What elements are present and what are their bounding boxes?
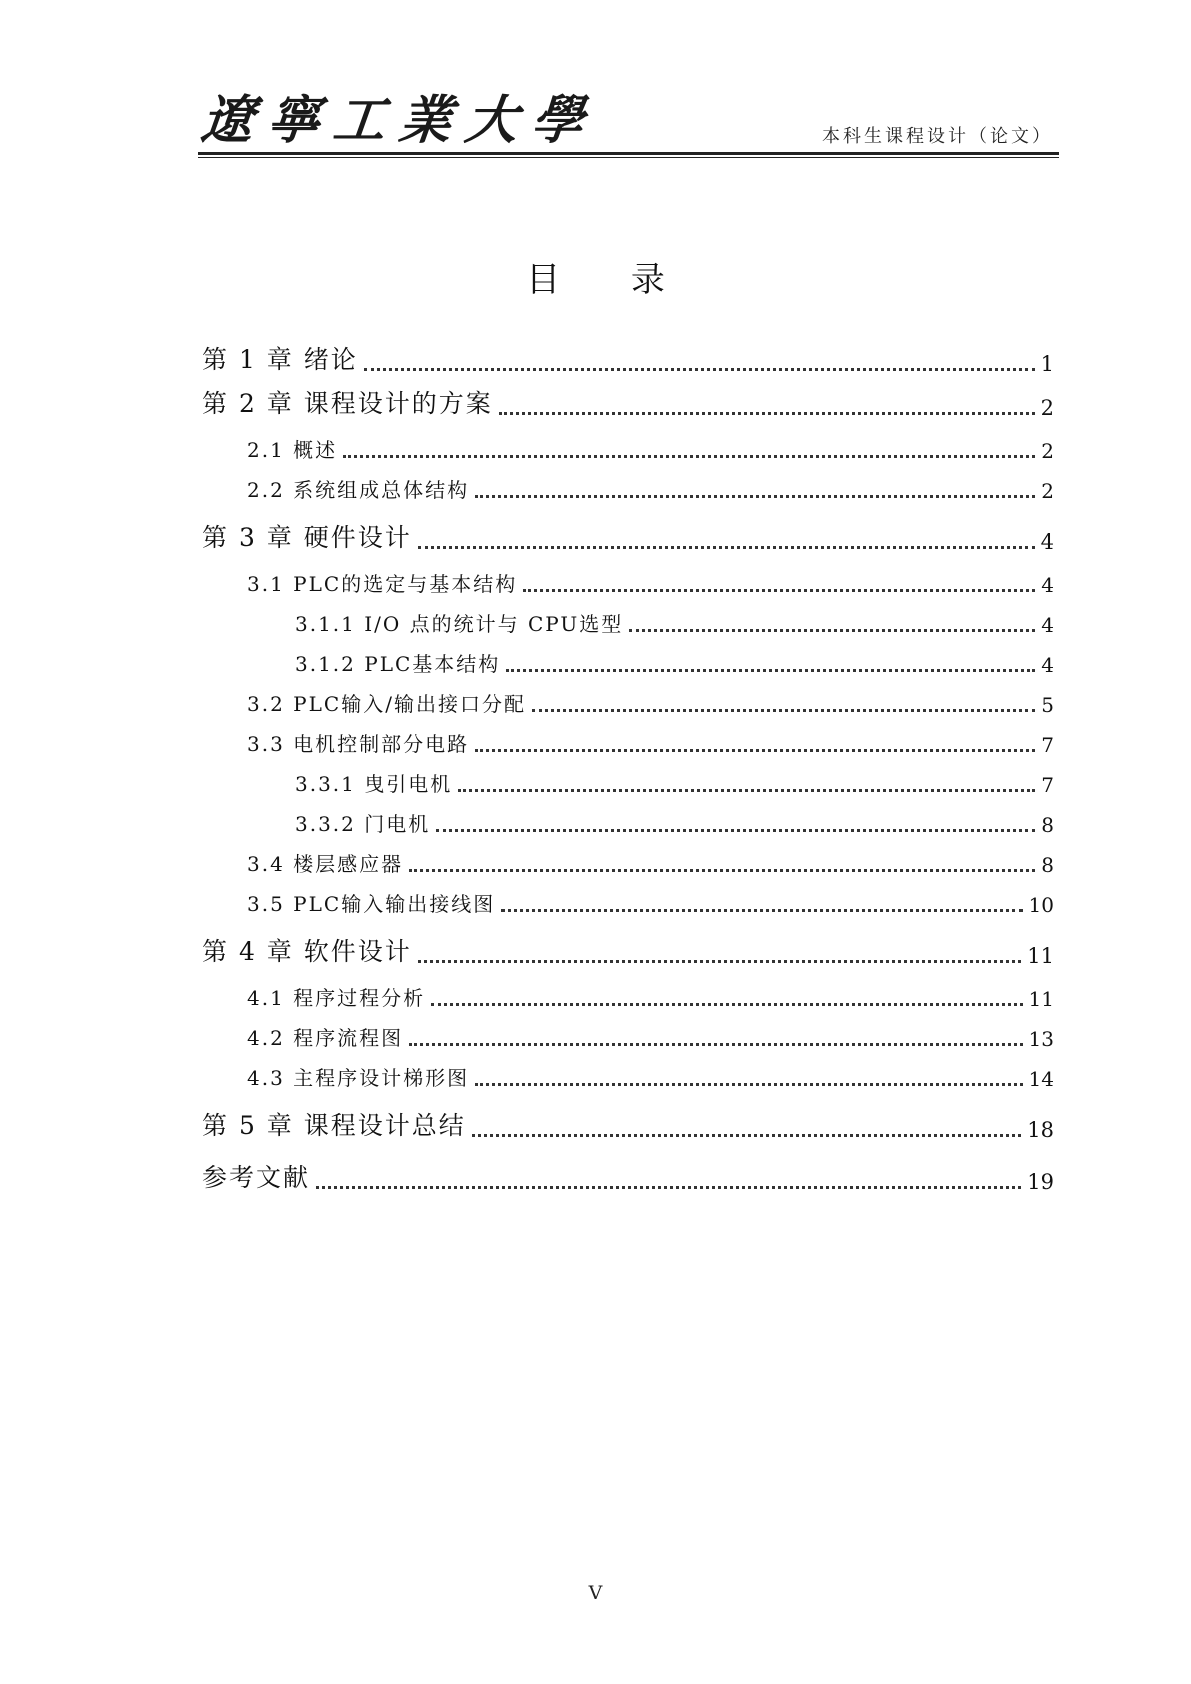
toc-entry-label: 4.3 主程序设计梯形图 (247, 1066, 470, 1090)
toc-title: 目 录 (526, 260, 695, 300)
toc-leader-dots (418, 960, 1022, 963)
toc-entry[interactable] (202, 434, 1054, 463)
header-subtitle: 本科生课程设计（论文） (822, 126, 1053, 147)
toc-entry-label: 第 2 章 课程设计的方案 (202, 389, 493, 418)
toc-entry-page: 4 (1041, 573, 1054, 597)
toc-entry-label: 参考文献 (202, 1163, 311, 1192)
toc-leader-dots (475, 495, 1035, 498)
toc-leader-dots (418, 546, 1035, 549)
toc-entry-label: 2.2 系统组成总体结构 (247, 478, 470, 502)
toc-entry-page: 4 (1040, 530, 1054, 554)
toc-entry-page: 7 (1041, 733, 1054, 757)
toc-entry-page: 8 (1041, 813, 1054, 837)
page-header (198, 70, 1059, 160)
toc-leader-dots (506, 669, 1035, 672)
toc-entry[interactable] (202, 518, 1054, 554)
toc-entry[interactable] (202, 768, 1054, 797)
toc-entry-page: 10 (1028, 893, 1054, 917)
toc-entry-label: 3.5 PLC输入输出接线图 (247, 892, 496, 916)
toc-entry-page: 14 (1028, 1067, 1054, 1091)
header-rule-thin (198, 157, 1059, 158)
toc-entry-label: 3.1 PLC的选定与基本结构 (247, 572, 518, 596)
toc-entry-label: 3.4 楼层感应器 (247, 852, 404, 876)
toc-entry-page: 11 (1028, 987, 1054, 1011)
toc-leader-dots (475, 1083, 1022, 1086)
toc-entry[interactable] (202, 848, 1054, 877)
page-number: V (588, 1582, 603, 1604)
toc-leader-dots (436, 829, 1035, 832)
toc-leader-dots (499, 412, 1035, 415)
toc-entry-page: 2 (1041, 479, 1054, 503)
toc-entry-label: 2.1 概述 (247, 438, 338, 462)
toc-entry-page: 8 (1041, 853, 1054, 877)
toc-leader-dots (629, 629, 1035, 632)
toc-entry-label: 第 4 章 软件设计 (202, 937, 412, 966)
toc-leader-dots (458, 789, 1035, 792)
toc-entry[interactable] (202, 474, 1054, 503)
toc-leader-dots (409, 869, 1035, 872)
toc-entry[interactable] (202, 340, 1054, 376)
toc-entry-page: 11 (1027, 944, 1054, 968)
toc-leader-dots (431, 1003, 1022, 1006)
toc-entry-page: 19 (1027, 1170, 1054, 1194)
toc-entry-label: 第 5 章 课程设计总结 (202, 1111, 466, 1140)
toc-entry[interactable] (202, 568, 1054, 597)
toc-entry[interactable] (202, 1062, 1054, 1091)
toc-entry[interactable] (202, 608, 1054, 637)
toc-entry[interactable] (202, 982, 1054, 1011)
toc-entry[interactable] (202, 932, 1054, 968)
header-rule-thick (198, 152, 1059, 155)
toc-entry-label: 3.3 电机控制部分电路 (247, 732, 470, 756)
toc-entry-page: 18 (1027, 1118, 1054, 1142)
toc-entry[interactable] (202, 1106, 1054, 1142)
toc-entry-page: 4 (1041, 613, 1054, 637)
toc-entry-page: 7 (1041, 773, 1054, 797)
toc-leader-dots (316, 1186, 1021, 1189)
toc-entry-label: 3.2 PLC输入/输出接口分配 (247, 692, 526, 716)
toc-entry[interactable] (202, 688, 1054, 717)
toc-entry-page: 5 (1041, 693, 1054, 717)
toc-leader-dots (532, 709, 1035, 712)
toc-entry-page: 2 (1040, 396, 1054, 420)
toc-leader-dots (523, 589, 1035, 592)
toc-entry-label: 第 1 章 绪论 (202, 345, 358, 374)
toc-entry[interactable] (202, 728, 1054, 757)
toc-entry-label: 3.3.1 曳引电机 (295, 772, 453, 796)
toc-entry-page: 4 (1041, 653, 1054, 677)
university-logo: 遼寧工業大學 (198, 90, 601, 151)
toc-entry[interactable] (202, 1022, 1054, 1051)
toc-entry-label: 3.3.2 门电机 (295, 812, 431, 836)
toc-entry-label: 4.1 程序过程分析 (247, 986, 426, 1010)
toc-entry-page: 2 (1041, 439, 1054, 463)
toc-entry-label: 3.1.2 PLC基本结构 (295, 652, 501, 676)
toc-leader-dots (409, 1043, 1022, 1046)
toc-entry[interactable] (202, 648, 1054, 677)
toc-entry-label: 4.2 程序流程图 (247, 1026, 404, 1050)
toc-leader-dots (364, 368, 1035, 371)
toc-entry[interactable] (202, 384, 1054, 420)
toc-entry[interactable] (202, 808, 1054, 837)
toc-entry[interactable] (202, 888, 1054, 917)
toc-entry[interactable] (202, 1158, 1054, 1194)
toc-entry-page: 1 (1040, 352, 1054, 376)
toc-entry-label: 第 3 章 硬件设计 (202, 523, 412, 552)
toc-leader-dots (475, 749, 1035, 752)
toc-entry-page: 13 (1028, 1027, 1054, 1051)
toc-leader-dots (343, 455, 1035, 458)
toc-leader-dots (501, 909, 1022, 912)
toc-leader-dots (472, 1134, 1022, 1137)
toc-entry-label: 3.1.1 I/O 点的统计与 CPU选型 (295, 612, 624, 636)
